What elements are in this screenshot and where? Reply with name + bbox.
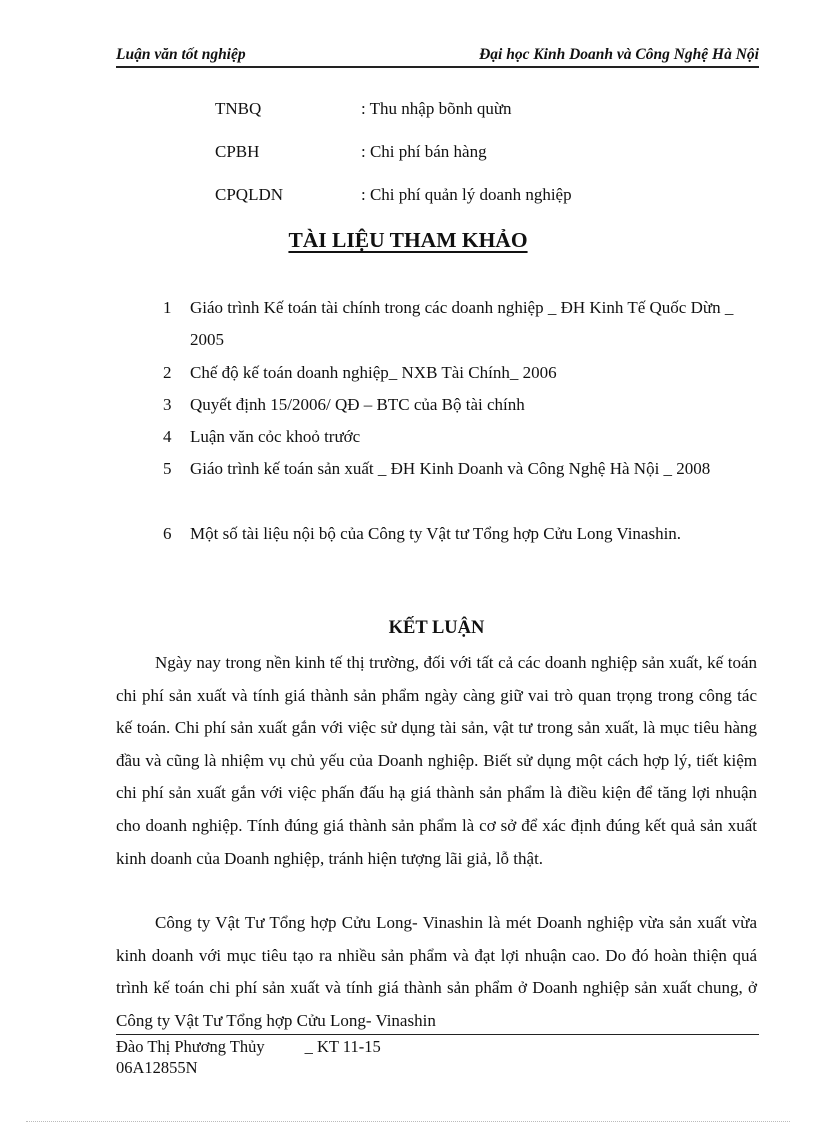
abbreviation-meaning: : Chi phí bán hàng	[361, 142, 487, 161]
conclusion-paragraph: Ngày nay trong nền kinh tế thị trường, đối với tất cả các doanh nghiệp sản xuất, kế toán chi phí sản xuất và tính giá thành sản phẩm ngày càng giữ vai trò quan trọng trong công tác kế toán. Chi phí sản xuất gắn với việc sử dụng tài sản, vật tư trong sản xuất, là mục tiêu hàng đầu và cũng là nhiệm vụ chủ yếu của Doanh nghiệp. Biết sử dụng một cách hợp lý, tiết kiệm chi phí sản xuất gắn với việc phấn đấu hạ giá thành sản phẩm là điều kiện để tăng lợi nhuận cho doanh nghiệp. Tính đúng giá thành sản phẩm là cơ sở để xác định đúng kết quả sản xuất kinh doanh của Doanh nghiệp, tránh hiện tượng lãi giả, lỗ thật.	[116, 653, 757, 868]
reference-text: Luận văn cỏc khoỏ trước	[190, 427, 361, 446]
abbreviation-code: TNBQ	[215, 99, 262, 118]
footer-author-line	[116, 1037, 381, 1057]
reference-number: 4	[163, 427, 172, 446]
footer-student-id: 06A12855N	[116, 1058, 198, 1077]
conclusion-title: KẾT LUẬN	[388, 618, 485, 638]
reference-number: 1	[163, 298, 172, 317]
page-header	[116, 44, 759, 68]
abbreviation-code: CPBH	[215, 142, 260, 161]
header-university: Đại học Kinh Doanh và Công Nghệ Hà Nội	[479, 46, 759, 63]
reference-number: 6	[163, 524, 172, 543]
reference-number: 3	[163, 395, 172, 414]
conclusion-paragraph: Công ty Vật Tư Tổng hợp Cửu Long- Vinashin là mét Doanh nghiệp vừa sản xuất vừa kinh doanh với mục tiêu tạo ra nhiều sản phẩm và đạt lợi nhuận cao. Do đó hoàn thiện quá trình kế toán chi phí sản xuất và tính giá thành sản phẩm ở Doanh nghiệp sản xuất chung, ở Công ty Vật Tư Tổng hợp Cửu Long- Vinashin	[116, 913, 757, 1030]
reference-text: Chế độ kế toán doanh nghiệp_ NXB Tài Chính_ 2006	[190, 363, 557, 382]
references-title-text: TÀI LIỆU THAM KHẢO	[288, 228, 528, 252]
footer-author: Đào Thị Phương Thủy	[116, 1037, 265, 1056]
abbreviation-meaning: : Thu nhập bõnh quừn	[361, 99, 512, 118]
page-bottom-border	[26, 1121, 790, 1122]
abbreviation-meaning: : Chi phí quản lý doanh nghiệp	[361, 185, 572, 204]
reference-text: Một số tài liệu nội bộ của Công ty Vật tư Tổng hợp Cửu Long Vinashin.	[190, 524, 682, 543]
footer-divider	[116, 1034, 759, 1035]
references-title	[0, 228, 816, 253]
reference-text: Giáo trình kế toán sản xuất _ ĐH Kinh Doanh và Công Nghệ Hà Nội _ 2008	[190, 459, 711, 478]
reference-number: 2	[163, 363, 172, 382]
header-thesis-label: Luận văn tốt nghiệp	[116, 46, 246, 63]
reference-text: Giáo trình Kế toán tài chính trong các doanh nghiệp _ ĐH Kinh Tế Quốc Dừn _ 2005	[190, 298, 734, 349]
reference-text: Quyết định 15/2006/ QĐ – BTC của Bộ tài chính	[190, 395, 525, 414]
reference-number: 5	[163, 459, 172, 478]
abbreviation-code: CPQLDN	[215, 185, 284, 204]
footer-class: _ KT 11-15	[304, 1037, 381, 1056]
